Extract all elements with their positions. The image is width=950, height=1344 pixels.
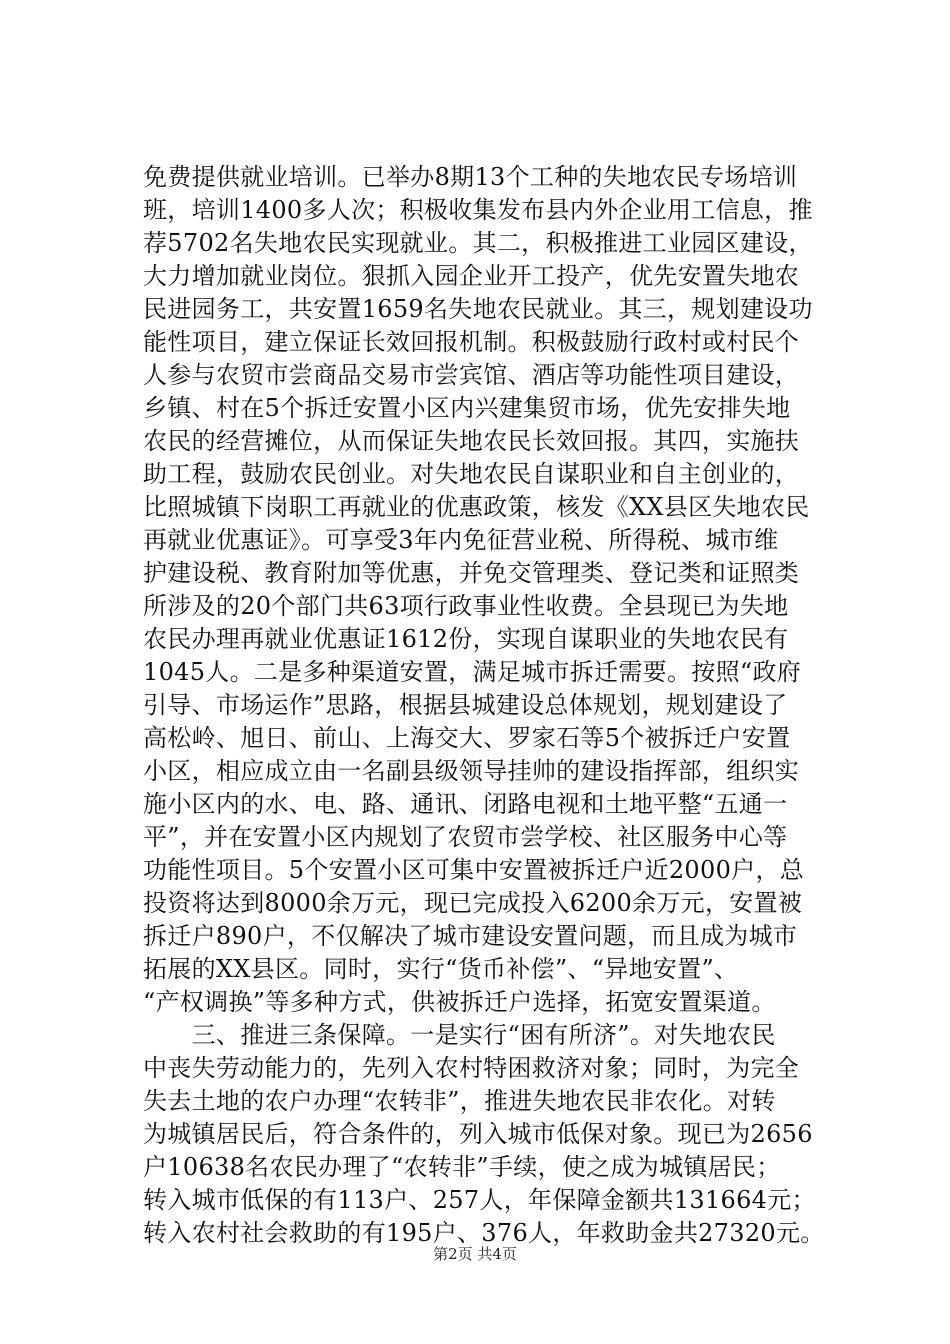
text-line: 农民的经营摊位，从而保证失地农民长效回报。其四，实施扶 — [143, 427, 800, 455]
text-line: 施小区内的水、电、路、通讯、闭路电视和土地平整“五通一 — [143, 790, 788, 818]
text-line: 护建设税、教育附加等优惠，并免交管理类、登记类和证照类 — [143, 559, 800, 587]
text-line: 能性项目，建立保证长效回报机制。积极鼓励行政村或村民个 — [143, 328, 800, 356]
text-line: 引导、市场运作”思路，根据县城建设总体规划，规划建设了 — [143, 691, 788, 719]
text-line: 免费提供就业培训。已举办8期13个工种的失地农民专场培训 — [143, 163, 798, 191]
text-line: 转入城市低保的有113户、257人，年保障金额共131664元； — [143, 1186, 816, 1214]
text-line: 平”，并在安置小区内规划了农贸市尝学校、社区服务中心等 — [143, 823, 788, 851]
text-line: 拆迁户890户，不仅解决了城市建设安置问题，而且成为城市 — [143, 922, 798, 950]
text-line: 大力增加就业岗位。狠抓入园企业开工投产，优先安置失地农 — [143, 262, 800, 290]
text-line: 荐5702名失地农民实现就业。其二，积极推进工业园区建设， — [143, 229, 813, 257]
text-line: 三、推进三条保障。一是实行“困有所济”。对失地农民 — [143, 1021, 776, 1049]
text-line: 助工程，鼓励农民创业。对失地农民自谋职业和自主创业的， — [143, 460, 800, 488]
text-line: 农民办理再就业优惠证1612份，实现自谋职业的失地农民有 — [143, 625, 789, 653]
text-line: 转入农村社会救助的有195户、376人，年救助金共27320元。 — [143, 1219, 825, 1247]
text-line: 所涉及的20个部门共63项行政事业性收费。全县现已为失地 — [143, 592, 789, 620]
text-line: 小区，相应成立由一名副县级领导挂帅的建设指挥部，组织实 — [143, 757, 800, 785]
text-line: 高松岭、旭日、前山、上海交大、罗家石等5个被拆迁户安置 — [143, 724, 791, 752]
text-line: 再就业优惠证》。可享受3年内免征营业税、所得税、城市维 — [143, 526, 779, 554]
text-line: 功能性项目。5个安置小区可集中安置被拆迁户近2000户，总 — [143, 856, 805, 884]
text-line: 乡镇、村在5个拆迁安置小区内兴建集贸市场，优先安排失地 — [143, 394, 791, 422]
text-line: 比照城镇下岗职工再就业的优惠政策，核发《XX县区失地农民 — [143, 493, 810, 521]
body-text — [143, 161, 833, 1250]
text-line: 为城镇居民后，符合条件的，列入城市低保对象。现已为2656 — [143, 1120, 813, 1148]
text-line: 人参与农贸市尝商品交易市尝宾馆、酒店等功能性项目建设， — [143, 361, 800, 389]
text-line: 民进园务工，共安置1659名失地农民就业。其三，规划建设功 — [143, 295, 813, 323]
text-line: 拓展的XX县区。同时，实行“货币补偿”、“异地安置”、 — [143, 955, 739, 983]
text-line: 中丧失劳动能力的，先列入农村特困救济对象；同时，为完全 — [143, 1054, 800, 1082]
text-line: 户10638名农民办理了“农转非”手续，使之成为城镇居民； — [143, 1153, 781, 1181]
text-line: “产权调换”等多种方式，供被拆迁户选择，拓宽安置渠道。 — [143, 988, 776, 1016]
text-line: 班，培训1400多人次；积极收集发布县内外企业用工信息，推 — [143, 196, 813, 224]
text-line: 1045人。二是多种渠道安置，满足城市拆迁需要。按照“政府 — [143, 658, 802, 686]
text-line: 失去土地的农户办理“农转非”，推进失地农民非农化。对转 — [143, 1087, 776, 1115]
text-line: 投资将达到8000余万元，现已完成投入6200余万元，安置被 — [143, 889, 803, 917]
page-number-footer: 第2页 共4页 — [433, 1245, 517, 1263]
